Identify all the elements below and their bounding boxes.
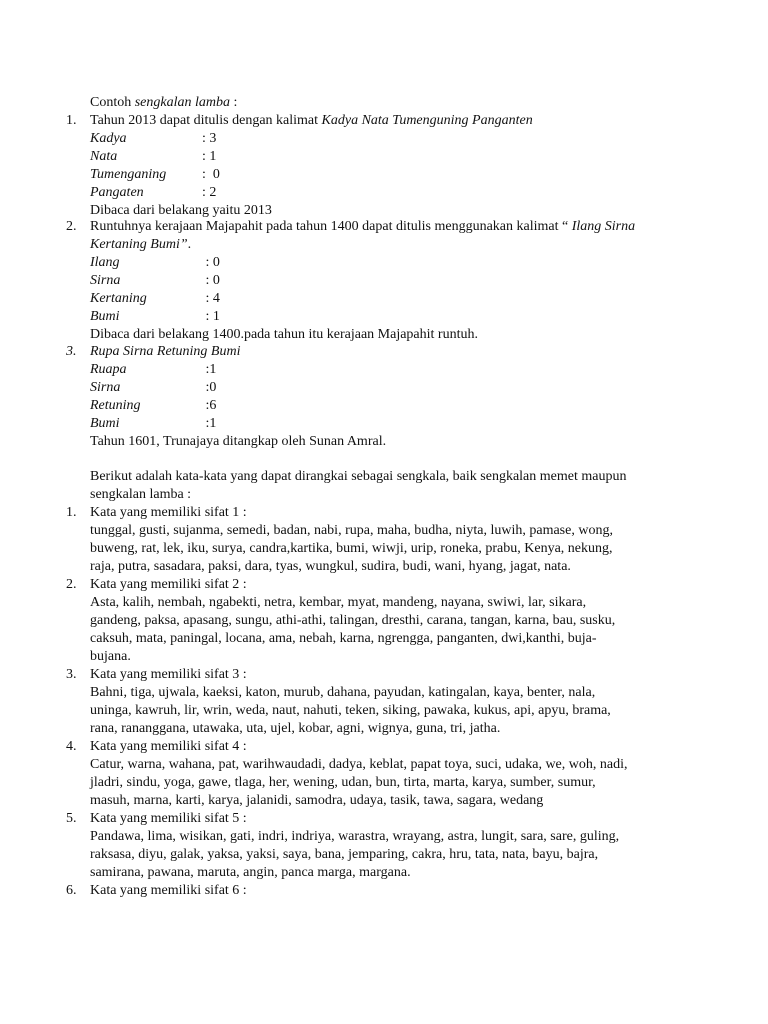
example-number: 2.: [66, 219, 77, 234]
word-value: :0: [202, 380, 217, 395]
sifat-number: 5.: [66, 811, 77, 826]
word-label: Bumi: [90, 416, 120, 431]
word-value: : 1: [202, 309, 220, 324]
word-label: Retuning: [90, 398, 141, 413]
intro-prefix: Contoh: [90, 95, 135, 110]
intro-term: sengkalan lamba: [134, 95, 230, 110]
lead-italic: Ilang Sirna Kertaning Bumi”: [90, 219, 636, 252]
intro-line: [90, 94, 237, 112]
word-label: Pangaten: [90, 185, 144, 200]
sifat-words-line: raja, putra, sasadara, paksi, dara, tyas, wungkul, sudira, budi, wani, hyang, jagat, nata.: [90, 559, 571, 574]
sifat-item-5: [0, 810, 768, 882]
sifat-heading: Kata yang memiliki sifat 2 :: [90, 577, 247, 592]
value-row: [90, 397, 690, 415]
sifat-words-line: tunggal, gusti, sujanma, semedi, badan, nabi, rupa, maha, budha, niyta, luwih, pamase, wong,: [90, 523, 613, 538]
sifat-heading: Kata yang memiliki sifat 4 :: [90, 739, 247, 754]
word-value: :6: [202, 398, 217, 413]
example-note: Dibaca dari belakang 1400.pada tahun itu kerajaan Majapahit runtuh.: [90, 327, 478, 342]
word-value: : 0: [202, 273, 220, 288]
word-value: : 1: [202, 149, 217, 164]
word-label: Ruapa: [90, 362, 127, 377]
sifat-heading: Kata yang memiliki sifat 5 :: [90, 811, 247, 826]
word-label: Tumenganing: [90, 167, 167, 182]
word-label: Ilang: [90, 255, 120, 270]
value-row: [90, 148, 690, 166]
word-label: Bumi: [90, 309, 120, 324]
example-number: 1.: [66, 113, 77, 128]
example-lead: [90, 343, 690, 361]
word-label: Sirna: [90, 380, 121, 395]
lead-text: Runtuhnya kerajaan Majapahit pada tahun 1400 dapat ditulis menggunakan kalimat “: [90, 219, 572, 234]
sifat-words-line: uninga, kawruh, lir, wrin, weda, naut, nahuti, teken, siking, pawaka, kukus, api, apyu, brama,: [90, 703, 611, 718]
sifat-words-line: rana, rananggana, utawaka, uta, ujel, kobar, agni, wignya, guna, tri, jatha.: [90, 721, 501, 736]
lead-text: Tahun 2013 dapat ditulis dengan kalimat: [90, 113, 322, 128]
example-lead: [90, 112, 690, 130]
value-row: [90, 308, 660, 326]
sifat-item-1: [0, 504, 768, 576]
sifat-item-3: [0, 666, 768, 738]
sifat-heading: Kata yang memiliki sifat 3 :: [90, 667, 247, 682]
word-value: : 3: [202, 131, 217, 146]
sifat-number: 2.: [66, 577, 77, 592]
value-row: [90, 290, 660, 308]
sifat-words-line: raksasa, diyu, galak, yaksa, yaksi, saya, bana, jemparing, cakra, hru, tata, nata, bayu, bajra,: [90, 847, 599, 862]
value-row: [90, 254, 660, 272]
value-row: [90, 184, 690, 202]
lead-italic: Kadya Nata Tumenguning Panganten: [321, 113, 533, 128]
sifat-number: 6.: [66, 883, 77, 898]
sifat-words-line: Pandawa, lima, wisikan, gati, indri, indriya, warastra, wrayang, astra, lungit, sara, sare, guling,: [90, 829, 620, 844]
value-row: [90, 272, 660, 290]
word-value: :1: [202, 362, 217, 377]
sifat-words-line: Catur, warna, wahana, pat, warihwaudadi, dadya, keblat, papat toya, suci, udaka, we, woh, nadi,: [90, 757, 628, 772]
value-row: [90, 361, 690, 379]
sifat-words-line: bujana.: [90, 649, 131, 664]
intro-suffix: :: [230, 95, 238, 110]
example-note: Tahun 1601, Trunajaya ditangkap oleh Sunan Amral.: [90, 434, 387, 449]
example-note: Dibaca dari belakang yaitu 2013: [90, 203, 272, 218]
value-row: [90, 379, 690, 397]
word-value: :1: [202, 416, 217, 431]
word-value: : 4: [202, 291, 220, 306]
word-label: Kadya: [90, 131, 127, 146]
sifat-words-line: gandeng, paksa, apasang, sungu, athi-athi, talingan, dresthi, carana, tangan, karna, bau, susku,: [90, 613, 616, 628]
sifat-number: 1.: [66, 505, 77, 520]
value-row: [90, 130, 690, 148]
value-row: [90, 166, 690, 184]
sifat-number: 3.: [66, 667, 77, 682]
sifat-item-2: [0, 576, 768, 666]
word-value: : 2: [202, 185, 217, 200]
word-value: : 0: [202, 167, 220, 182]
sifat-number: 4.: [66, 739, 77, 754]
example-lead: [90, 218, 660, 254]
sifat-list: [0, 504, 768, 900]
word-label: Nata: [90, 149, 118, 164]
sifat-words-line: masuh, marna, karti, karya, jalanidi, samodra, udaya, tasik, tawa, sagara, wedang: [90, 793, 544, 808]
sifat-item-4: [0, 738, 768, 810]
sifat-words-line: buweng, rat, lek, iku, surya, candra,kartika, bumi, wiwji, urip, roneka, prabu, Kenya, nekung,: [90, 541, 613, 556]
lead-italic: Rupa Sirna Retuning Bumi: [90, 344, 241, 359]
sifat-item-6: [0, 882, 768, 900]
sifat-words-line: jladri, sindu, yoga, gawe, tlaga, her, wening, udan, bun, tirta, marta, karya, sumber, sumur,: [90, 775, 596, 790]
sifat-words-line: Bahni, tiga, ujwala, kaeksi, katon, murub, dahana, payudan, katingalan, kaya, benter, nala,: [90, 685, 596, 700]
value-row: [90, 415, 690, 433]
lead-tail: .: [187, 237, 192, 252]
berikut-line-2: sengkalan lamba :: [90, 487, 192, 502]
word-label: Sirna: [90, 273, 121, 288]
sifat-words-line: samirana, pawana, maruta, angin, panca marga, margana.: [90, 865, 411, 880]
berikut-paragraph: [90, 468, 690, 504]
sifat-heading: Kata yang memiliki sifat 6 :: [90, 883, 247, 898]
example-number: 3.: [66, 344, 77, 359]
word-label: Kertaning: [90, 291, 147, 306]
sifat-heading: Kata yang memiliki sifat 1 :: [90, 505, 247, 520]
sifat-words-line: Asta, kalih, nembah, ngabekti, netra, kembar, myat, mandeng, nayana, swiwi, lar, sikara,: [90, 595, 587, 610]
berikut-line-1: Berikut adalah kata-kata yang dapat dirangkai sebagai sengkala, baik sengkalan memet maupun: [90, 469, 627, 484]
word-value: : 0: [202, 255, 220, 270]
sifat-words-line: caksuh, mata, paningal, locana, ama, nebah, karna, ngrengga, panganten, dwi,kanthi, buja-: [90, 631, 597, 646]
